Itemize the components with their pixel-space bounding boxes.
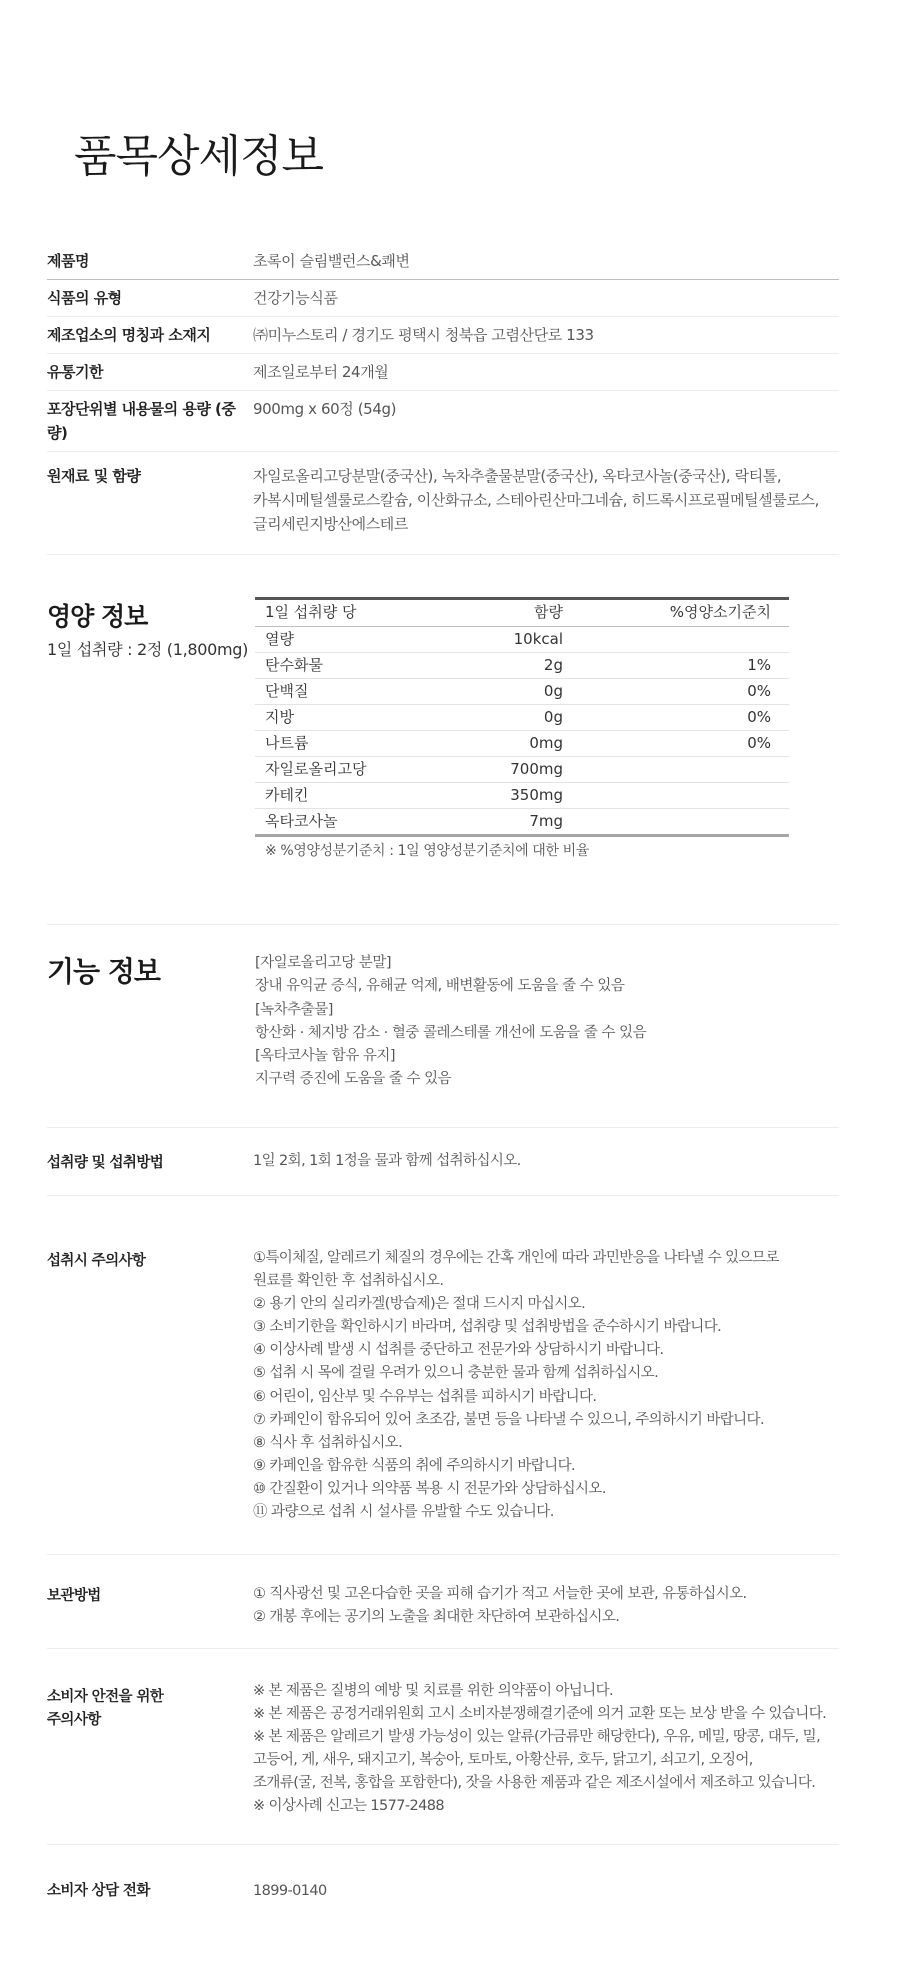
info-value: 초록이 슬림밸런스&쾌변 xyxy=(253,252,410,270)
caution-line: ⑪ 과량으로 섭취 시 설사를 유발할 수도 있습니다. xyxy=(253,1504,554,1521)
info-label: 제품명 xyxy=(47,252,89,270)
section-divider xyxy=(47,1554,839,1555)
page-title: 품목상세정보 xyxy=(74,131,324,182)
caution-line: ⑤ 섭취 시 목에 걸릴 우려가 있으니 충분한 물과 함께 섭취하십시오. xyxy=(253,1365,659,1382)
cautions-list xyxy=(253,1247,779,1524)
info-label: 식품의 유형 xyxy=(47,289,122,307)
nutrition-table xyxy=(255,597,789,837)
caution-line: ⑦ 카페인이 함유되어 있어 초조감, 불면 등을 나타낼 수 있으니, 주의하시기 바랍니다. xyxy=(253,1411,764,1428)
nutrition-row xyxy=(255,705,789,731)
caution-line: ⑩ 간질환이 있거나 의약품 복용 시 전문가와 상담하십시오. xyxy=(253,1480,606,1497)
nutrient-dv xyxy=(563,757,771,782)
nutrient-name: 옥타코사놀 xyxy=(265,812,338,830)
nutrient-amount: 0g xyxy=(543,708,563,726)
storage-list xyxy=(253,1583,747,1629)
consumer-phone-info xyxy=(253,1880,327,1903)
info-row-food-type xyxy=(47,280,839,317)
caution-line: ④ 이상사례 발생 시 섭취를 중단하고 전문가와 상담하시기 바랍니다. xyxy=(253,1342,664,1359)
nutrient-name: 나트륨 xyxy=(265,734,309,752)
nutrition-row xyxy=(255,757,789,783)
consumer-safety-label-line: 소비자 안전을 위한 xyxy=(47,1689,164,1705)
nutrition-serving-size: 1일 섭취량 : 2정 (1,800mg) xyxy=(47,640,249,659)
storage-line: ② 개봉 후에는 공기의 노출을 최대한 차단하여 보관하십시오. xyxy=(253,1609,620,1626)
caution-line: ⑨ 카페인을 함유한 식품의 취에 주의하시기 바랍니다. xyxy=(253,1457,576,1474)
info-row-manufacturer xyxy=(47,317,839,354)
intake-label: 섭취량 및 섭취방법 xyxy=(47,1155,164,1171)
section-divider xyxy=(47,1127,839,1128)
section-divider xyxy=(47,924,839,925)
nutrient-dv xyxy=(563,809,771,834)
info-row-expiry xyxy=(47,354,839,391)
consumer-safety-line: 고등어, 게, 새우, 돼지고기, 복숭아, 토마토, 아황산류, 호두, 닭고기, 쇠고기, 오징어, xyxy=(253,1752,753,1769)
info-value: 건강기능식품 xyxy=(253,289,338,307)
nutrition-row xyxy=(255,731,789,757)
nutrient-dv: 0% xyxy=(747,734,771,752)
cautions-label: 섭취시 주의사항 xyxy=(47,1253,146,1269)
function-heading: 기능 정보 xyxy=(47,955,160,988)
nutrient-amount: 0mg xyxy=(529,734,563,752)
info-label: 포장단위별 내용물의 용량 (중량) xyxy=(47,400,236,442)
info-label: 유통기한 xyxy=(47,363,103,381)
nutrition-note: ※ %영양성분기준치 : 1일 영양성분기준치에 대한 비율 xyxy=(265,843,589,859)
info-row-ingredients xyxy=(47,452,839,555)
function-line: 항산화 · 체지방 감소 · 혈중 콜레스테롤 개선에 도움을 줄 수 있음 xyxy=(255,1024,647,1041)
consumer-safety-line: ※ 본 제품은 알레르기 발생 가능성이 있는 알류(가금류만 해당한다), 우유, 메밀, 땅콩, 대두, 밀, xyxy=(253,1729,821,1746)
info-value: 900mg x 60정 (54g) xyxy=(253,400,397,418)
nutrition-row xyxy=(255,653,789,679)
caution-line: ③ 소비기한을 확인하시기 바라며, 섭취량 및 섭취방법을 준수하시기 바랍니다. xyxy=(253,1319,722,1336)
consumer-safety-line: ※ 본 제품은 질병의 예방 및 치료를 위한 의약품이 아닙니다. xyxy=(253,1683,614,1699)
consumer-safety-line: ※ 본 제품은 공정거래위원회 고시 소비자분쟁해결기준에 의거 교환 또는 보상 받을 수 있습니다. xyxy=(253,1706,827,1723)
nutrition-row xyxy=(255,809,789,834)
info-label: 원재료 및 함량 xyxy=(47,467,141,485)
nutrition-table-header xyxy=(255,600,789,627)
section-divider xyxy=(47,1648,839,1649)
function-line: [자일로올리고당 분말] xyxy=(255,955,391,971)
nutrition-row xyxy=(255,627,789,653)
ingredients-list xyxy=(253,464,839,536)
nutrient-amount: 7mg xyxy=(529,812,563,830)
nutrient-name: 카테킨 xyxy=(265,786,309,804)
consumer-phone-label: 소비자 상담 전화 xyxy=(47,1883,150,1899)
consumer-phone-number: 1899-0140 xyxy=(253,1883,327,1899)
storage-label: 보관방법 xyxy=(47,1588,101,1604)
intake-info xyxy=(253,1150,521,1173)
info-row-package-weight xyxy=(47,391,839,452)
info-value: ㈜미누스토리 / 경기도 평택시 청북읍 고렴산단로 133 xyxy=(253,326,594,344)
nutrition-row xyxy=(255,783,789,809)
intake-value: 1일 2회, 1회 1정을 물과 함께 섭취하십시오. xyxy=(253,1153,521,1169)
function-line: [옥타코사놀 함유 유지] xyxy=(255,1048,396,1065)
column-header: %영양소기준치 xyxy=(669,603,771,621)
nutrient-name: 열량 xyxy=(265,630,294,648)
section-divider xyxy=(47,1844,839,1845)
function-line: [녹차추출물] xyxy=(255,1001,333,1018)
consumer-safety-line: ※ 이상사례 신고는 1577-2488 xyxy=(253,1798,445,1815)
nutrient-amount: 350mg xyxy=(510,786,563,804)
nutrition-row xyxy=(255,679,789,705)
column-header: 함량 xyxy=(534,603,563,621)
info-label: 제조업소의 명칭과 소재지 xyxy=(47,326,211,344)
nutrient-dv xyxy=(563,783,771,808)
consumer-safety-label xyxy=(47,1686,163,1732)
nutrient-amount: 700mg xyxy=(510,760,563,778)
nutrient-amount: 2g xyxy=(543,656,563,674)
function-line: 장내 유익균 증식, 유해균 억제, 배변활동에 도움을 줄 수 있음 xyxy=(255,978,625,995)
nutrient-dv: 0% xyxy=(747,708,771,726)
function-line: 지구력 증진에 도움을 줄 수 있음 xyxy=(255,1071,452,1088)
nutrition-heading: 영양 정보 xyxy=(47,602,148,631)
consumer-safety-line: 조개류(굴, 전복, 홍합을 포함한다), 잣을 사용한 제품과 같은 제조시설에서 제조하고 있습니다. xyxy=(253,1775,816,1792)
nutrient-amount: 0g xyxy=(543,682,563,700)
function-info xyxy=(255,952,646,1092)
nutrient-amount: 10kcal xyxy=(513,630,563,648)
caution-line: ② 용기 안의 실리카겔(방습제)은 절대 드시지 마십시오. xyxy=(253,1296,586,1313)
nutrient-name: 탄수화물 xyxy=(265,656,323,674)
ingredients-line: 카복시메틸셀룰로스칼슘, 이산화규소, 스테아린산마그네슘, 히드록시프로필메틸셀룰로스, xyxy=(253,491,820,509)
consumer-safety-list xyxy=(253,1680,826,1819)
ingredients-line: 글리세린지방산에스테르 xyxy=(253,515,408,533)
info-row-product-name xyxy=(47,243,839,280)
ingredients-line: 자일로올리고당분말(중국산), 녹차추출물분말(중국산), 옥타코사놀(중국산), 락티톨, xyxy=(253,467,782,485)
nutrient-name: 지방 xyxy=(265,708,294,726)
storage-line: ① 직사광선 및 고온다습한 곳을 피해 습기가 적고 서늘한 곳에 보관, 유통하십시오. xyxy=(253,1586,747,1602)
caution-line: ⑥ 어린이, 임산부 및 수유부는 섭취를 피하시기 바랍니다. xyxy=(253,1388,597,1405)
caution-line: ①특이체질, 알레르기 체질의 경우에는 간혹 개인에 따라 과민반응을 나타낼 수 있으므로 xyxy=(253,1250,779,1266)
column-header: 1일 섭취량 당 xyxy=(265,603,357,621)
caution-line: 원료를 확인한 후 섭취하십시오. xyxy=(253,1273,444,1290)
info-value: 제조일로부터 24개월 xyxy=(253,363,389,381)
consumer-safety-label-line: 주의사항 xyxy=(47,1712,101,1728)
nutrient-dv xyxy=(563,627,771,652)
nutrient-dv: 1% xyxy=(747,656,771,674)
section-divider xyxy=(47,1195,839,1196)
nutrient-dv: 0% xyxy=(747,682,771,700)
nutrient-name: 자일로올리고당 xyxy=(265,760,367,778)
nutrient-name: 단백질 xyxy=(265,682,309,700)
product-info-table xyxy=(47,243,839,555)
caution-line: ⑧ 식사 후 섭취하십시오. xyxy=(253,1434,403,1451)
